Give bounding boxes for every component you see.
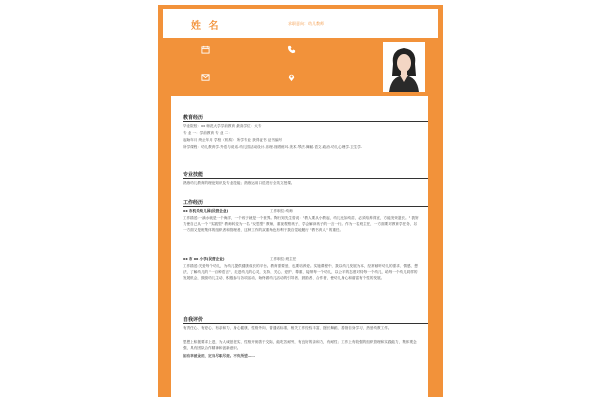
skills-title: 专业技能 [183, 172, 204, 178]
skills-text: 熟练幼儿教育的理论知识及专业技能；熟练运用口语进行全英文授课。 [183, 181, 295, 185]
resume-body [171, 96, 428, 398]
job2-description: 工作描述:关爱每个幼儿，为幼儿提供健康成长的平台。教育需要爱，也要培养爱。实施课程中，我以幼儿发展为本，经常倾听幼儿的需求、情感、想法，了解幼儿的 "一百种语言"，走进幼儿的心灵，支持、关心、爱护、尊重、接纳每一个幼儿，以公平的态度对待每一个幼儿，给每一个幼儿同样的发展机会，鼓励幼儿主动、积极参与各项活动，始终做幼儿活动的引导者、鼓励者、合作者，使幼儿身心和谐富有个性的发展。 [183, 264, 418, 280]
profile-photo [383, 42, 425, 92]
candidate-name: 姓 名 [191, 21, 221, 32]
job-intent: 求职意向：幼儿教师 [288, 21, 324, 26]
education-school: 毕业院校：xx 师范大学学前教育 最高学位：大专 [183, 124, 262, 128]
evaluation-text-3: 如有幸被录用，定当尽职尽责。不负所望…… [183, 354, 255, 358]
location-icon [286, 73, 296, 83]
education-divider [183, 121, 428, 122]
skills-divider [183, 178, 428, 179]
education-table-header: 起始年月 终止年月 学校（机构） 所学专业 获得证书 证书编号 [183, 138, 283, 142]
job1-company: xx 市机关幼儿园(民营企业) [183, 209, 229, 213]
evaluation-text-2: 思想上积极要求上进，为人诚恳老实，性格开朗善于交际，能吃苦耐劳，有良好的亲和力，有耐性；工作上有较强的组织管理和实践能力，集体观念强，具有团队合作精神和创新意识。 [183, 340, 417, 350]
evaluation-text-1: 有责任心、有爱心、有亲和力，身心健康，性格外向，普通话标准，相关工作经验丰富，擅长舞蹈，善指自身学习，热爱幼教工作。 [183, 326, 392, 330]
education-major: 专 业 一：学前教育 专 业 二： [183, 131, 232, 135]
job1-position: 工作职位:幼师 [270, 209, 293, 213]
resume-page [158, 5, 443, 397]
calendar-icon [200, 45, 210, 55]
job2-company: xx 市 xx 小学(民营企业) [183, 257, 225, 261]
job1-description: 工作描述:一滴水就是一个海洋，一个孩子就是一个世界。陶行知先生曾说："教人要从小教起，幼儿比如幼苗，必须培养得宜，方能发荣滋长。" 我努力使自己从一个 "实践型" 教师转变为一名 "反思型" 教师，重视观察孩子，学会解读孩子的一言一行。作为一名班主任，一方面要对教育学任务，另一方面又是班集体的组织者和管理者，这种工作的双重角色有利于我自觉地履行 "教书育人" 的重任。 [183, 216, 419, 232]
mail-icon [200, 73, 210, 83]
name-banner [163, 9, 438, 38]
evaluation-title: 自我评价 [183, 317, 204, 323]
education-courses: 所学课程：幼儿教育学.外语与说话.幼儿园活动设计.乐理.视唱练耳.美术.琴法.舞蹈.语文.政治.幼儿心理学.卫生学. [183, 145, 363, 149]
education-title: 教育经历 [183, 115, 204, 121]
job2-position: 工作职位:班主任 [270, 257, 297, 261]
work-divider [183, 206, 428, 207]
evaluation-divider [183, 323, 428, 324]
work-title: 工作经历 [183, 200, 204, 206]
phone-icon [286, 45, 296, 55]
